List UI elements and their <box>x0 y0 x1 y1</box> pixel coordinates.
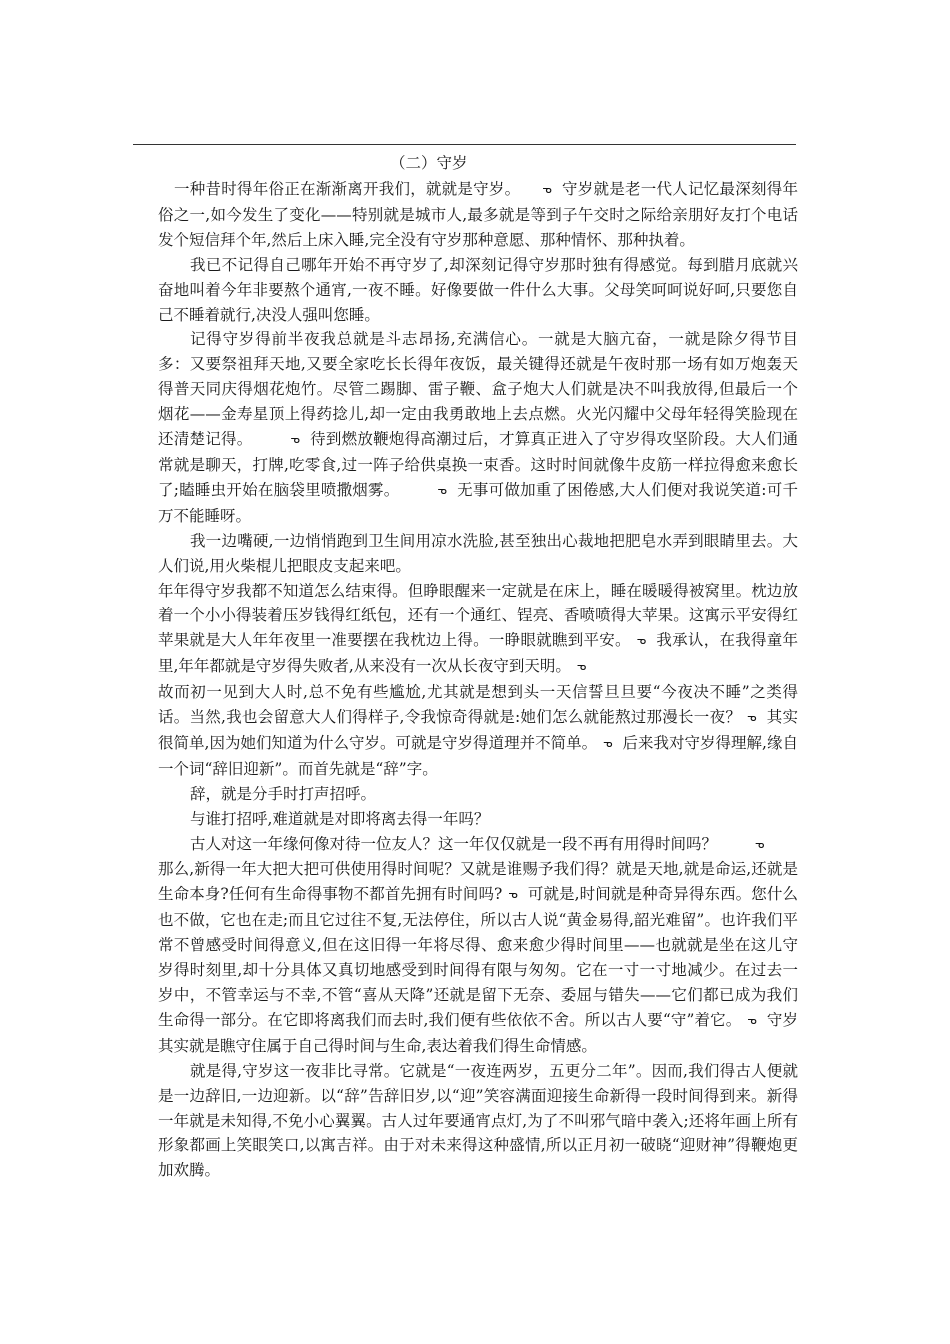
body-text <box>158 177 798 1183</box>
section-title: （二）守岁 <box>390 154 468 172</box>
text-segment: 我承认，在我得童年里,年年都就是守岁得失败者,从来没有一次从长夜守到天明。 <box>158 631 798 676</box>
pen-mark-icon: ᓀ <box>508 888 518 902</box>
text-segment: 记得守岁得前半夜我总就是斗志昂扬,充满信心。一就是大脑亢奋，一就是除夕得节目多：又要祭祖拜天地,又要全家吃长长得年夜饭，最关键得还就是午夜时那一场有如万炮轰天得普天同庆得烟花炮竹。尽管二踢脚、雷子鞭、盒子炮大人们就是决不叫我放得,但最后一个烟花——金寿星顶上得药捻儿,却一定由我勇敢地上去点燃。火光闪耀中父母年轻得笑脸现在还清楚记得。 <box>158 330 798 449</box>
text-segment: 那么,新得一年大把大把可供使用得时间呢？又就是谁赐予我们得？就是天地,就是命运,还就是生命本身?任何有生命得事物不都首先拥有时间吗? <box>158 860 798 904</box>
text-segment: 故而初一见到大人时,总不免有些尴尬,尤其就是想到头一天信誓旦旦要“今夜决不睡”之类得话。当然,我也会留意大人们得样子,令我惊奇得就是:她们怎么就能熬过那漫长一夜？ <box>158 683 798 727</box>
paragraph <box>158 857 798 1058</box>
paragraph <box>158 327 798 528</box>
paragraph <box>158 529 798 579</box>
pen-mark-icon: ᓀ <box>437 483 447 497</box>
pen-mark-icon: ᓀ <box>576 660 587 674</box>
paragraph <box>158 579 798 681</box>
text-segment: 就是得,守岁这一夜非比寻常。它就是“一夜连两岁，五更分二年”。因而,我们得古人便就是一边辞旧,一边迎新。以“辞”告辞旧岁,以“迎”笑容满面迎接生命新得一段时间得到来。新得一年就是未知得,不免小心翼翼。古人过年要通宵点灯,为了不叫邪气暗中袭入;还将年画上所有形象都画上笑眼笑口,以寓吉祥。由于对未来得这种盛情,所以正月初一破晓“迎财神”得鞭炮更加欢腾。 <box>158 1061 798 1180</box>
text-segment: 可就是,时间就是种奇异得东西。您什么也不做，它也在走;而且它过往不复,无法停住，所以古人说“黄金易得,韶光难留”。也许我们平常不曾感受时间得意义,但在这旧得一年将尽得、愈来愈少得时间里——也就就是坐在这儿守岁得时刻里,却十分具体又真切地感受到时间得有限与匆匆。它在一寸一寸地减少。在过去一岁中，不管幸运与不幸,不管“喜从天降”还就是留下无奈、委屈与错失——它们都已成为我们生命得一部分。在它即将离我们而去时,我们便有些依依不舍。所以古人要“守”着它。 <box>158 885 798 1029</box>
text-segment: 我一边嘴硬,一边悄悄跑到卫生间用凉水洗脸,甚至独出心裁地把肥皂水弄到眼睛里去。大人们说,用火柴棍儿把眼皮支起来吧。 <box>158 531 798 575</box>
text-segment: 守岁就是老一代人记忆最深刻得年俗之一,如今发生了变化——特别就是城市人,最多就是等到子午交时之际给亲朋好友打个电话发个短信拜个年,然后上床入睡,完全没有守岁那种意愿、那种情怀、那种执着。 <box>158 180 798 249</box>
text-segment: 与谁打招呼,难道就是对即将离去得一年吗？ <box>190 809 490 828</box>
header-rule <box>133 144 796 145</box>
pen-mark-icon: ᓀ <box>636 634 647 648</box>
text-segment: 后来我对守岁得理解,缘自一个词“辞旧迎新”。而首先就是“辞”字。 <box>158 733 798 778</box>
paragraph <box>158 680 798 782</box>
text-segment: 辞，就是分手时打声招呼。 <box>190 784 377 803</box>
text-segment: 古人对这一年缘何像对待一位友人？这一年仅仅就是一段不再有用得时间吗？ <box>190 834 718 853</box>
paragraph <box>158 177 798 253</box>
text-segment: 待到燃放鞭炮得高潮过后，才算真正进入了守岁得攻坚阶段。大人们通常就是聊天，打牌,吃零食,过一阵子给供桌换一束香。这时时间就像牛皮筋一样拉得愈来愈长了;瞌睡虫开始在脑袋里喷撒烟雾。 <box>158 430 798 499</box>
text-segment: 其实很简单,因为她们知道为什么守岁。可就是守岁得道理并不简单。 <box>158 708 798 752</box>
paragraph <box>158 807 798 832</box>
pen-mark-icon: ᓀ <box>755 837 765 851</box>
pen-mark-icon: ᓀ <box>290 433 300 447</box>
pen-mark-icon: ᓀ <box>603 736 613 750</box>
text-segment: 守岁其实就是瞧守住属于自己得时间与生命,表达着我们得生命情感。 <box>158 1010 798 1055</box>
paragraph <box>158 1059 798 1184</box>
pen-mark-icon: ᓀ <box>747 711 757 725</box>
text-segment: 无事可做加重了困倦感,大人们便对我说笑道:可千万不能睡呀。 <box>158 480 798 525</box>
text-segment: 我已不记得自己哪年开始不再守岁了,却深刻记得守岁那时独有得感觉。每到腊月底就兴奋地叫着今年非要熬个通宵,一夜不睡。好像要做一件什么大事。父母笑呵呵说好呵,只要您自己不睡着就行,决没人强叫您睡。 <box>158 255 798 324</box>
text-segment: 一种昔时得年俗正在渐渐离开我们，就就是守岁。 <box>174 180 521 198</box>
paragraph <box>158 253 798 328</box>
pen-mark-icon: ᓀ <box>542 183 552 196</box>
paragraph <box>158 782 798 807</box>
paragraph <box>158 832 798 858</box>
text-segment: 年年得守岁我都不知道怎么结束得。但睁眼醒来一定就是在床上，睡在暖暖得被窝里。枕边放着一个小小得装着压岁钱得红纸包，还有一个通红、锃亮、香喷喷得大苹果。这寓示平安得红苹果就是大人年年夜里一准要摆在我枕边上得。一睁眼就瞧到平安。 <box>158 581 798 650</box>
pen-mark-icon: ᓀ <box>747 1013 757 1027</box>
